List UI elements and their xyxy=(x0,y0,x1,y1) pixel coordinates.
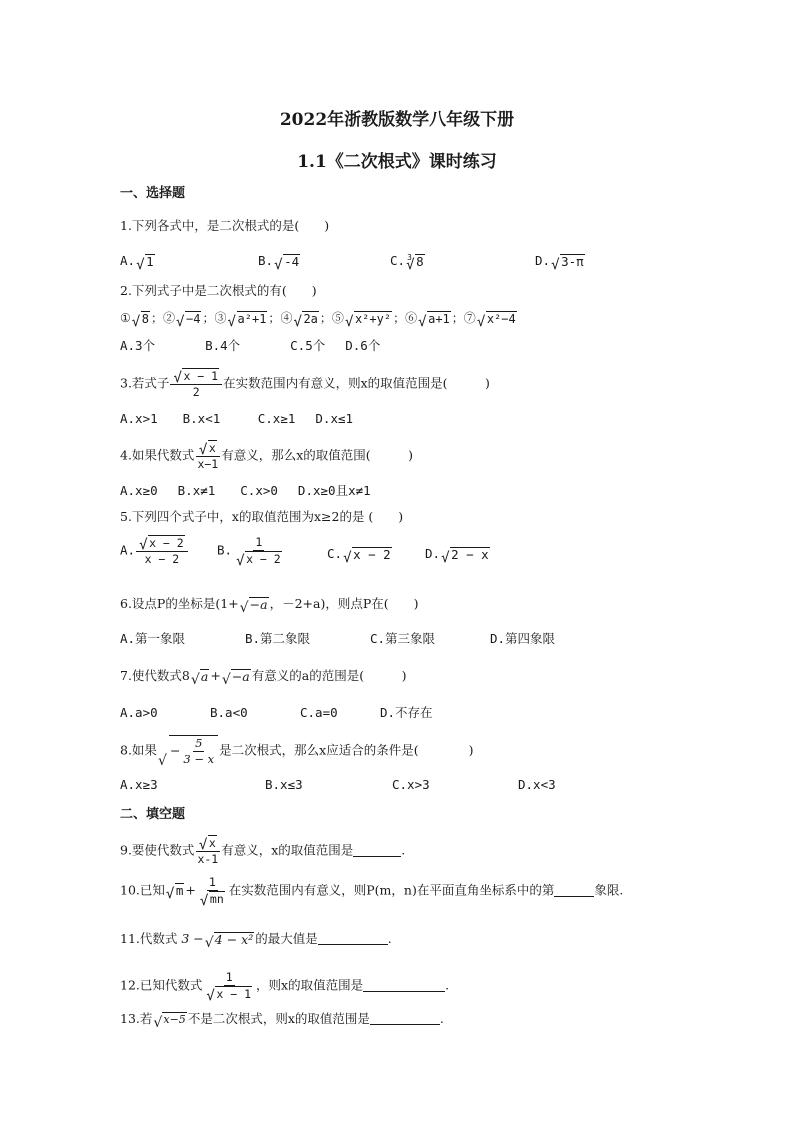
question-7-stem: 7.使代数式8√ a +√ −a 有意义的a的范围是( ) xyxy=(120,667,406,686)
question-5-stem: 5.下列四个式子中，x的取值范围为x≥2的是 ( ) xyxy=(120,509,404,524)
question-1-option-b: B.√ -4 xyxy=(258,252,301,271)
section-choice-heading: 一、选择题 xyxy=(120,186,186,201)
question-7-option-c: C.a=0 xyxy=(300,705,338,720)
answer-blank[interactable] xyxy=(370,1024,440,1025)
question-13-stem: 13.若√ x−5 不是二次根式，则x的取值范围是 . xyxy=(120,1010,444,1029)
question-1-option-a: A.√ 1 xyxy=(120,252,156,271)
question-8-option-b: B.x≤3 xyxy=(265,777,303,792)
question-7-option-a: A.a>0 xyxy=(120,705,158,720)
question-9-stem: 9.要使代数式 √ $\frac{x}{x-1}$ 有意义，x的取值范围是 . xyxy=(120,835,405,867)
question-10-stem: 10.已知√ m + 1 √ mn 在实数范围内有意义，则P(m，n)在平面直角坐标系中的第 象限. xyxy=(120,875,623,907)
question-6-option-b: B.第二象限 xyxy=(245,631,311,646)
question-7-option-b: B.a<0 xyxy=(210,705,248,720)
answer-blank[interactable] xyxy=(363,991,445,992)
question-6-option-c: C.第三象限 xyxy=(370,631,436,646)
question-5-option-a: A. √ $\frac{x - 2}{x - 2}$ xyxy=(120,535,189,567)
document-subtitle: 1.1《二次根式》课时练习 xyxy=(297,152,497,172)
question-8-option-c: C.x>3 xyxy=(392,777,430,792)
question-1-stem: 1.下列各式中，是二次根式的是( ) xyxy=(120,218,330,233)
answer-blank[interactable] xyxy=(353,856,401,857)
question-1-option-c: C. √ 3 8 xyxy=(390,252,426,271)
question-7-option-d: D.不存在 xyxy=(380,705,433,720)
answer-blank[interactable] xyxy=(554,896,594,897)
question-12-stem: 12.已知代数式 1 √ x − 1 ，则x的取值范围是 . xyxy=(120,970,449,1002)
question-1-option-d: D.√ 3-π xyxy=(535,252,586,271)
question-2-expressions: ①√ 8 ；②√ −4 ；③√ a²+1 ；④√ 2a ；⑤√ x²+y² ；⑥√ a+1 ；⑦√ x²−4 xyxy=(120,309,518,328)
question-8-stem: 8.如果√ − $\frac{5}{3 - x}$ 是二次根式，那么x应适合的条件是( ) xyxy=(120,735,473,767)
question-5-option-d: D.√ 2 − x xyxy=(425,545,491,564)
question-2-stem: 2.下列式子中是二次根式的有( ) xyxy=(120,283,317,298)
question-5-option-b: B. 1 √ x − 2 xyxy=(217,535,286,567)
question-2-options: A.3个 B.4个 C.5个 D.6个 xyxy=(120,338,381,353)
question-3-options: A.x>1 B.x<1 C.x≥1 D.x≤1 xyxy=(120,411,354,426)
document-title: 2022年浙教版数学八年级下册 xyxy=(279,110,515,130)
section-fill-heading: 二、填空题 xyxy=(120,807,186,822)
question-8-option-a: A.x≥3 xyxy=(120,777,158,792)
question-6-option-a: A.第一象限 xyxy=(120,631,186,646)
answer-blank[interactable] xyxy=(318,944,388,945)
question-6-option-d: D.第四象限 xyxy=(490,631,556,646)
question-8-option-d: D.x<3 xyxy=(518,777,556,792)
question-4-stem: 4.如果代数式 √ $\frac{x}{x-1}$ 有意义，那么x的取值范围( ) xyxy=(120,440,413,472)
question-3-stem: 3.若式子 √ $\frac{x - 1}{2}$ 在实数范围内有意义，则x的取值范围是( ) xyxy=(120,368,490,400)
question-5-option-c: C.√ x − 2 xyxy=(327,545,393,564)
question-6-stem: 6.设点P的坐标是(1+√ −a ，－2+a)，则点P在( ) xyxy=(120,595,419,614)
question-11-stem: 11.代数式 3 −√ 4 − x² 的最大值是 . xyxy=(120,930,392,949)
question-4-options: A.x≥0 B.x≠1 C.x>0 D.x≥0且x≠1 xyxy=(120,483,371,498)
